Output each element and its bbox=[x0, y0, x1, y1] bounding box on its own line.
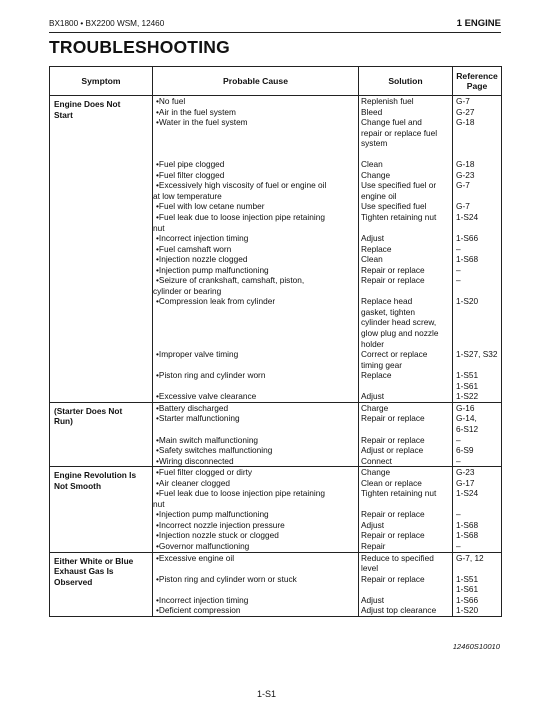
reference-cell bbox=[453, 96, 502, 403]
symptom-label: Engine Revolution Is Not Smooth bbox=[54, 470, 137, 491]
cause-item bbox=[153, 296, 358, 349]
column-header-solution: Solution bbox=[359, 67, 453, 96]
cause-item bbox=[153, 541, 358, 552]
bullet-icon: • bbox=[156, 594, 159, 605]
bullet-icon: • bbox=[156, 402, 159, 413]
solution-text: Repair or replace bbox=[361, 509, 425, 520]
bullet-icon: • bbox=[156, 391, 159, 402]
cause-item bbox=[153, 96, 358, 107]
reference-text: – bbox=[456, 275, 461, 286]
cause-text: Battery discharged bbox=[158, 402, 229, 413]
table-header-row bbox=[50, 67, 502, 96]
cause-item bbox=[153, 413, 358, 434]
bullet-icon: • bbox=[156, 477, 159, 488]
solution-text: Repair or replace bbox=[361, 275, 425, 286]
cause-text: Fuel camshaft worn bbox=[158, 243, 232, 254]
bullet-icon: • bbox=[156, 159, 159, 170]
reference-text: 1-S68 bbox=[456, 519, 479, 530]
bullet-icon: • bbox=[156, 519, 159, 530]
solution-text: Repair or replace bbox=[361, 264, 425, 275]
cause-item bbox=[153, 117, 358, 149]
cause-item bbox=[153, 265, 358, 276]
bullet-icon: • bbox=[156, 445, 159, 456]
cause-text: Injection nozzle stuck or clogged bbox=[158, 530, 279, 541]
reference-text: – bbox=[456, 264, 461, 275]
bullet-icon: • bbox=[156, 467, 159, 478]
cause-item bbox=[153, 107, 358, 118]
bullet-icon: • bbox=[156, 96, 159, 106]
cause-text: Incorrect injection timing bbox=[158, 233, 249, 244]
solution-cell bbox=[359, 402, 453, 466]
cause-text: Fuel with low cetane number bbox=[158, 201, 265, 212]
solution-text: Use specified fuel or engine oil bbox=[361, 180, 437, 201]
reference-text: 1-S68 bbox=[456, 530, 479, 541]
solution-text: Connect bbox=[361, 455, 392, 466]
reference-text: 1-S66 bbox=[456, 233, 479, 244]
reference-cell bbox=[453, 552, 502, 616]
cause-item bbox=[153, 456, 358, 467]
bullet-icon: • bbox=[156, 180, 159, 191]
reference-cell bbox=[453, 402, 502, 466]
reference-text: 1-S20 bbox=[456, 296, 479, 307]
solution-text: Adjust bbox=[361, 594, 385, 605]
solution-text: Replace bbox=[361, 243, 392, 254]
cause-item bbox=[153, 478, 358, 489]
reference-text: – bbox=[456, 243, 461, 254]
reference-text: G-16 bbox=[456, 402, 475, 413]
bullet-icon: • bbox=[156, 296, 159, 307]
solution-text: Reduce to specified level bbox=[361, 552, 434, 574]
header-section: 1 ENGINE bbox=[456, 18, 501, 29]
cause-text: Excessively high viscosity of fuel or engine oil at low temperature bbox=[153, 180, 327, 201]
reference-cell bbox=[453, 467, 502, 552]
reference-text: 1-S68 bbox=[456, 254, 479, 265]
column-header-cause: Probable Cause bbox=[153, 67, 359, 96]
cause-text: Injection pump malfunctioning bbox=[158, 509, 269, 520]
cause-item bbox=[153, 605, 358, 616]
reference-text: 1-S24 bbox=[456, 488, 479, 499]
solution-text: Change bbox=[361, 467, 391, 478]
symptom-label: Engine Does Not Start bbox=[54, 99, 121, 120]
cause-item bbox=[153, 595, 358, 606]
bullet-icon: • bbox=[156, 169, 159, 180]
cause-item bbox=[153, 254, 358, 265]
cause-text: Deficient compression bbox=[158, 605, 241, 616]
solution-text: Adjust bbox=[361, 519, 385, 530]
solution-text: Replenish fuel bbox=[361, 96, 414, 106]
solution-text: Repair or replace bbox=[361, 530, 425, 541]
cause-item bbox=[153, 244, 358, 255]
cause-text: Incorrect nozzle injection pressure bbox=[158, 519, 285, 530]
symptom-group-row bbox=[50, 467, 502, 552]
cause-item bbox=[153, 445, 358, 456]
solution-text: Adjust bbox=[361, 391, 385, 402]
reference-text: G-17 bbox=[456, 477, 475, 488]
reference-text: 1-S24 bbox=[456, 212, 479, 223]
reference-text: – bbox=[456, 540, 461, 551]
cause-item bbox=[153, 180, 358, 201]
reference-text: G-7 bbox=[456, 96, 470, 106]
cause-item bbox=[153, 170, 358, 181]
cause-item bbox=[153, 435, 358, 446]
cause-text: Starter malfunctioning bbox=[158, 413, 240, 424]
table-body bbox=[50, 96, 502, 617]
bullet-icon: • bbox=[156, 106, 159, 117]
cause-cell bbox=[153, 467, 359, 552]
reference-text: 1-S20 bbox=[456, 605, 479, 616]
symptom-group-row bbox=[50, 96, 502, 403]
symptom-group-row bbox=[50, 552, 502, 616]
symptom-label: (Starter Does Not Run) bbox=[54, 405, 123, 427]
document-code: 12460S10010 bbox=[452, 642, 500, 651]
cause-item bbox=[153, 201, 358, 212]
symptom-cell bbox=[50, 96, 153, 403]
cause-text: Fuel filter clogged bbox=[158, 169, 225, 180]
solution-text: Change bbox=[361, 169, 391, 180]
reference-text: – bbox=[456, 509, 461, 520]
cause-text: Piston ring and cylinder worn bbox=[158, 370, 266, 381]
bullet-icon: • bbox=[156, 488, 159, 499]
reference-text: 6-S9 bbox=[456, 445, 474, 456]
solution-text: Repair or replace bbox=[361, 413, 425, 424]
symptom-label: Either White or Blue Exhaust Gas Is Observed bbox=[54, 555, 134, 587]
bullet-icon: • bbox=[156, 275, 159, 286]
solution-text: Adjust top clearance bbox=[361, 605, 437, 616]
reference-text: 1-S51 1-S61 bbox=[456, 573, 479, 595]
cause-item bbox=[153, 488, 358, 509]
cause-text: Air cleaner clogged bbox=[158, 477, 230, 488]
bullet-icon: • bbox=[156, 370, 159, 381]
cause-item bbox=[153, 467, 358, 478]
reference-text: G-18 bbox=[456, 159, 475, 170]
column-header-symptom: Symptom bbox=[50, 67, 153, 96]
reference-text: 1-S51 1-S61 bbox=[456, 370, 479, 391]
cause-text: Water in the fuel system bbox=[158, 117, 248, 128]
solution-text: Clean bbox=[361, 159, 383, 170]
cause-cell bbox=[153, 96, 359, 403]
cause-text: Fuel leak due to loose injection pipe retaining nut bbox=[153, 488, 325, 509]
solution-text: Repair or replace bbox=[361, 434, 425, 445]
bullet-icon: • bbox=[156, 552, 159, 563]
cause-text: Seizure of crankshaft, camshaft, piston, cylinder or bearing bbox=[153, 275, 305, 296]
cause-item bbox=[153, 212, 358, 233]
solution-text: Replace head gasket, tighten cylinder head screw, glow plug and nozzle holder bbox=[361, 296, 439, 349]
bullet-icon: • bbox=[156, 573, 159, 584]
cause-item bbox=[153, 520, 358, 531]
page-number: 1-S1 bbox=[256, 689, 276, 699]
bullet-icon: • bbox=[156, 243, 159, 254]
cause-cell bbox=[153, 402, 359, 466]
cause-item bbox=[153, 349, 358, 370]
bullet-icon: • bbox=[156, 264, 159, 275]
solution-cell bbox=[359, 552, 453, 616]
solution-text: Repair bbox=[361, 540, 386, 551]
solution-text: Tighten retaining nut bbox=[361, 488, 437, 499]
cause-item bbox=[153, 530, 358, 541]
cause-text: Piston ring and cylinder worn or stuck bbox=[158, 573, 297, 584]
symptom-cell bbox=[50, 402, 153, 466]
solution-cell bbox=[359, 96, 453, 403]
bullet-icon: • bbox=[156, 455, 159, 466]
bullet-icon: • bbox=[156, 349, 159, 360]
cause-text: Excessive valve clearance bbox=[158, 391, 257, 402]
cause-item bbox=[153, 509, 358, 520]
solution-text: Use specified fuel bbox=[361, 201, 427, 212]
cause-item bbox=[153, 403, 358, 414]
cause-cell bbox=[153, 552, 359, 616]
solution-text: Tighten retaining nut bbox=[361, 212, 437, 223]
cause-text: Injection nozzle clogged bbox=[158, 254, 248, 265]
reference-text: G-27 bbox=[456, 106, 475, 117]
bullet-icon: • bbox=[156, 201, 159, 212]
cause-text: Excessive engine oil bbox=[158, 552, 235, 563]
cause-item bbox=[153, 391, 358, 402]
cause-text: Improper valve timing bbox=[158, 349, 239, 360]
solution-text: Correct or replace timing gear bbox=[361, 349, 428, 370]
reference-text: G-14, 6-S12 bbox=[456, 413, 479, 434]
reference-text: G-7 bbox=[456, 180, 470, 191]
bullet-icon: • bbox=[156, 413, 159, 424]
cause-text: Safety switches malfunctioning bbox=[158, 445, 273, 456]
solution-text: Change fuel and repair or replace fuel system bbox=[361, 117, 438, 149]
reference-text: G-23 bbox=[456, 169, 475, 180]
cause-text: Air in the fuel system bbox=[158, 106, 236, 117]
bullet-icon: • bbox=[156, 434, 159, 445]
solution-text: Replace bbox=[361, 370, 392, 381]
cause-text: Fuel filter clogged or dirty bbox=[158, 467, 253, 478]
column-header-reference: Reference Page bbox=[453, 67, 502, 96]
symptom-group-row bbox=[50, 402, 502, 466]
bullet-icon: • bbox=[156, 212, 159, 223]
troubleshooting-table bbox=[49, 66, 502, 617]
bullet-icon: • bbox=[156, 605, 159, 616]
cause-text: Fuel pipe clogged bbox=[158, 159, 225, 170]
solution-text: Bleed bbox=[361, 106, 383, 117]
cause-item bbox=[153, 233, 358, 244]
bullet-icon: • bbox=[156, 233, 159, 244]
bullet-icon: • bbox=[156, 254, 159, 265]
cause-item bbox=[153, 574, 358, 595]
cause-text: Main switch malfunctioning bbox=[158, 434, 259, 445]
reference-text: 1-S66 bbox=[456, 594, 479, 605]
solution-text: Repair or replace bbox=[361, 573, 425, 584]
bullet-icon: • bbox=[156, 509, 159, 520]
reference-text: G-7 bbox=[456, 201, 470, 212]
cause-text: Incorrect injection timing bbox=[158, 594, 249, 605]
cause-item bbox=[153, 553, 358, 574]
bullet-icon: • bbox=[156, 117, 159, 128]
cause-text: Governor malfunctioning bbox=[158, 540, 250, 551]
page-title: TROUBLESHOOTING bbox=[49, 37, 230, 57]
cause-text: Injection pump malfunctioning bbox=[158, 264, 269, 275]
cause-item bbox=[153, 159, 358, 170]
solution-cell bbox=[359, 467, 453, 552]
header-manual-id: BX1800 • BX2200 WSM, 12460 bbox=[49, 19, 165, 28]
symptom-cell bbox=[50, 467, 153, 552]
cause-text: No fuel bbox=[158, 96, 186, 106]
solution-text: Adjust bbox=[361, 233, 385, 244]
cause-item bbox=[153, 370, 358, 391]
bullet-icon: • bbox=[156, 530, 159, 541]
cause-text: Wiring disconnected bbox=[158, 455, 234, 466]
reference-text: – bbox=[456, 434, 461, 445]
solution-text: Clean or replace bbox=[361, 477, 422, 488]
reference-text: 1-S22 bbox=[456, 391, 479, 402]
running-header bbox=[49, 18, 501, 33]
reference-text: G-7, 12 bbox=[456, 552, 484, 563]
cause-text: Compression leak from cylinder bbox=[158, 296, 276, 307]
reference-text: G-23 bbox=[456, 467, 475, 478]
symptom-cell bbox=[50, 552, 153, 616]
cause-item bbox=[153, 275, 358, 296]
reference-text: G-18 bbox=[456, 117, 475, 128]
solution-text: Charge bbox=[361, 402, 389, 413]
reference-text: 1-S27, S32 bbox=[456, 349, 498, 360]
solution-text: Adjust or replace bbox=[361, 445, 424, 456]
bullet-icon: • bbox=[156, 540, 159, 551]
solution-text: Clean bbox=[361, 254, 383, 265]
cause-text: Fuel leak due to loose injection pipe retaining nut bbox=[153, 212, 325, 233]
reference-text: – bbox=[456, 455, 461, 466]
